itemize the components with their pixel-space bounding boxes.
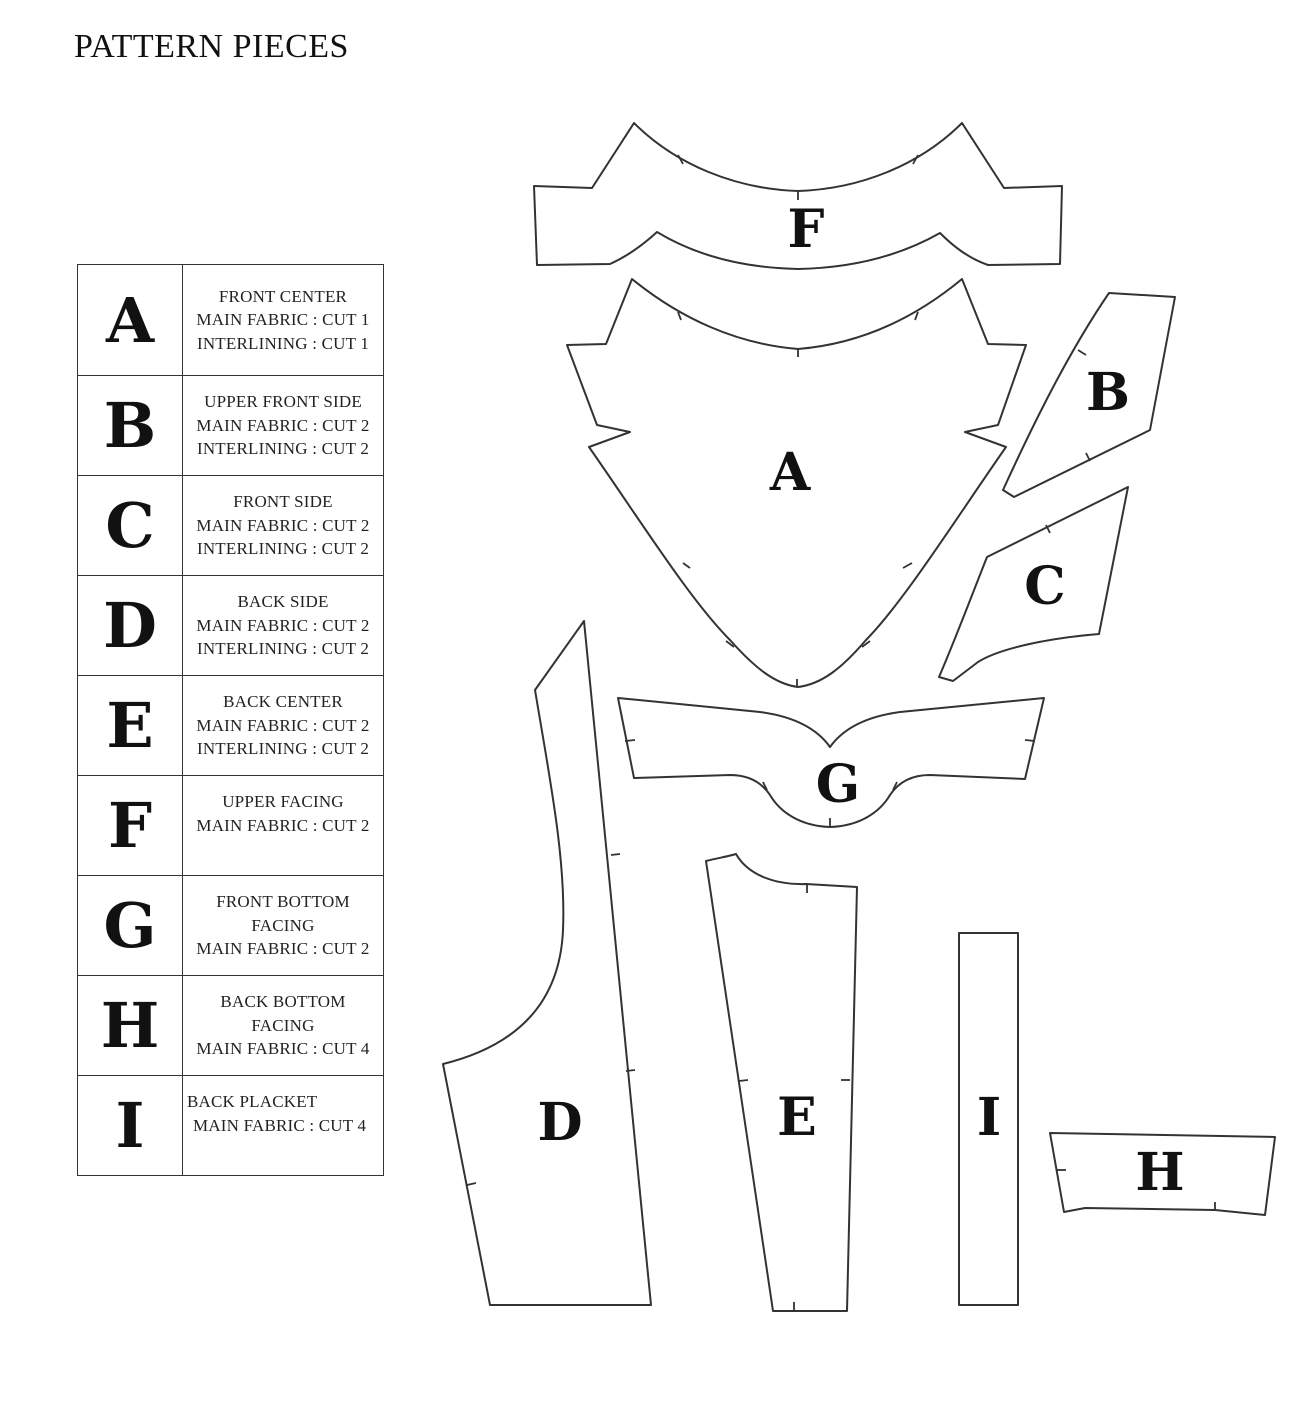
legend-line: BACK SIDE xyxy=(237,592,329,612)
legend-line: FRONT CENTER xyxy=(218,286,348,306)
legend-line: MAIN FABRIC : CUT 4 xyxy=(196,1039,370,1059)
legend-line: BACK PLACKET xyxy=(187,1092,318,1111)
legend-line: MAIN FABRIC : CUT 1 xyxy=(196,310,370,330)
legend-line: UPPER FACING xyxy=(222,792,344,811)
piece-d-label: D xyxy=(537,1092,583,1153)
legend-letter: H xyxy=(78,976,183,1076)
piece-d-outline xyxy=(443,621,651,1305)
piece-d-notch xyxy=(626,1070,635,1071)
piece-e-notch xyxy=(739,1080,748,1081)
legend-letter: F xyxy=(78,776,183,876)
piece-f xyxy=(534,123,1062,269)
legend-line: MAIN FABRIC : CUT 2 xyxy=(196,939,370,959)
legend-line: BACK CENTER xyxy=(223,692,343,712)
legend-letter: A xyxy=(78,265,183,376)
legend-line: MAIN FABRIC : CUT 4 xyxy=(193,1115,367,1135)
legend-line: FACING xyxy=(251,915,315,935)
legend-line: INTERLINING : CUT 2 xyxy=(196,439,370,459)
legend-letter: D xyxy=(78,576,183,676)
piece-d-notch xyxy=(611,854,620,855)
legend-line: INTERLINING : CUT 1 xyxy=(196,333,370,353)
piece-g xyxy=(618,698,1044,827)
piece-a-label: A xyxy=(769,442,811,503)
piece-a xyxy=(567,279,1026,687)
piece-i xyxy=(959,933,1018,1305)
piece-d xyxy=(443,621,651,1305)
piece-b xyxy=(1003,293,1175,497)
legend-line: MAIN FABRIC : CUT 2 xyxy=(196,715,370,735)
piece-i-label: I xyxy=(976,1087,1002,1148)
legend-line: INTERLINING : CUT 2 xyxy=(196,739,370,759)
legend-line: MAIN FABRIC : CUT 2 xyxy=(196,415,370,435)
piece-e xyxy=(706,854,857,1311)
legend-line: BACK BOTTOM xyxy=(220,992,346,1012)
legend-line: INTERLINING : CUT 2 xyxy=(196,639,370,659)
piece-g-notch xyxy=(1025,740,1035,741)
piece-e-outline xyxy=(706,854,857,1311)
piece-b-label: B xyxy=(1086,362,1130,423)
piece-h-label: H xyxy=(1135,1142,1185,1203)
piece-h xyxy=(1050,1133,1275,1215)
piece-c-label: C xyxy=(1024,556,1066,617)
legend-line: INTERLINING : CUT 2 xyxy=(196,539,370,559)
legend-letter: C xyxy=(78,476,183,576)
piece-g-notch xyxy=(625,740,635,741)
legend-line: MAIN FABRIC : CUT 2 xyxy=(196,515,370,535)
piece-e-label: E xyxy=(777,1087,817,1148)
legend-line: FRONT SIDE xyxy=(233,492,333,512)
piece-f-label: F xyxy=(787,199,825,260)
legend-line: FACING xyxy=(251,1015,315,1035)
legend-line: FRONT BOTTOM xyxy=(216,892,350,912)
page-title: PATTERN PIECES xyxy=(74,28,349,65)
legend-letter: B xyxy=(78,376,183,476)
legend-letter: E xyxy=(78,676,183,776)
legend-letter: I xyxy=(78,1076,183,1176)
legend-line: UPPER FRONT SIDE xyxy=(204,392,362,412)
legend-line: MAIN FABRIC : CUT 2 xyxy=(196,815,370,835)
legend-line: MAIN FABRIC : CUT 2 xyxy=(196,615,370,635)
piece-g-label: G xyxy=(815,754,861,815)
piece-c xyxy=(939,487,1128,681)
legend-letter: G xyxy=(78,876,183,976)
